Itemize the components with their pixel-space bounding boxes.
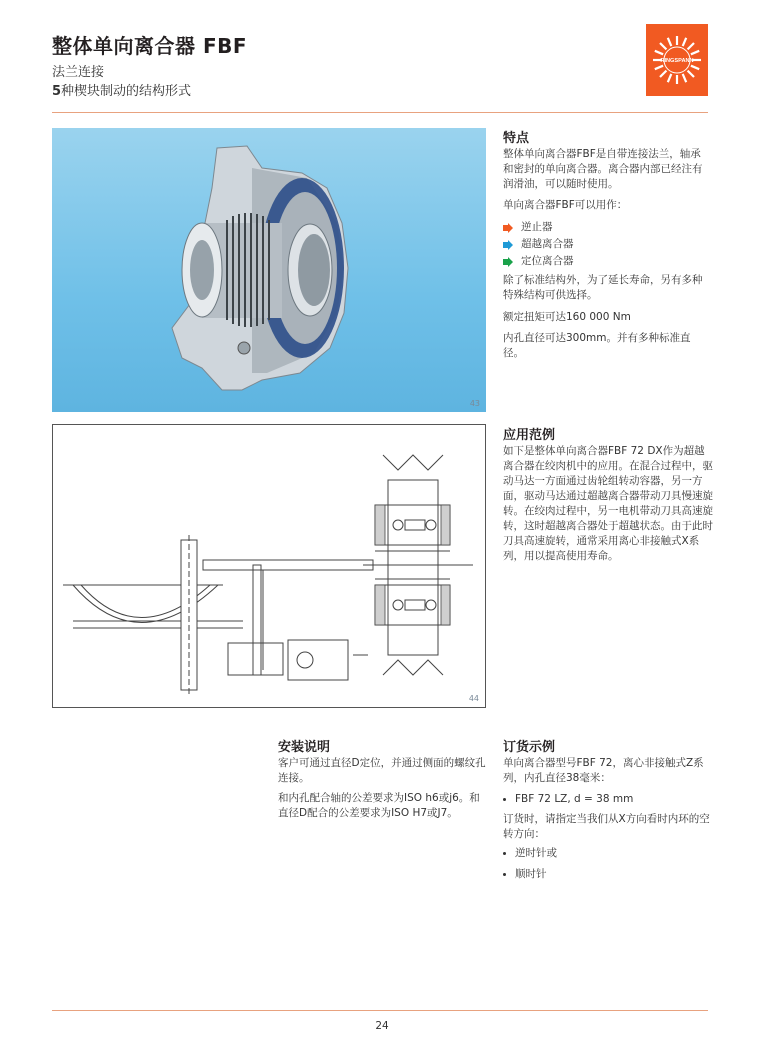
subtitle-connection: 法兰连接 bbox=[52, 65, 105, 80]
use-item-overrunning bbox=[503, 236, 709, 253]
ordering-heading: 订货示例 bbox=[503, 740, 556, 755]
application-text: 如下是整体单向离合器FBF 72 DX作为超越离合器在绞肉机中的应用。在混合过程中，驱动马达一方面通过齿轮组转动容器，另一方面，驱动马达通过超越离合器带动刀具慢速旋转。在绞肉过程中，另一电机带动刀具高速旋转，这时超越离合器处于超越状态。由于此时刀具高速旋转，通常采用离心非接触式X系列，用以提高使用寿命。 bbox=[503, 445, 713, 562]
use-label: 超越离合器 bbox=[521, 238, 574, 250]
features-bore: 内孔直径可达300mm。并有多种标准直径。 bbox=[503, 332, 691, 359]
ordering-option-2 bbox=[503, 867, 713, 882]
arrow-right-icon bbox=[503, 240, 513, 250]
subtitle-text: 种楔块制动的结构形式 bbox=[61, 84, 192, 99]
product-photo bbox=[52, 128, 486, 412]
page-title: 整体单向离合器 FBF bbox=[52, 34, 248, 58]
footer-divider bbox=[52, 1010, 708, 1011]
bullet-icon bbox=[503, 798, 506, 801]
ringspann-logo bbox=[646, 24, 708, 96]
logo-wordmark: RINGSPANN bbox=[660, 58, 694, 64]
installation-para2: 和内孔配合轴的公差要求为ISO h6或j6。和直径D配合的公差要求为ISO H7或J7。 bbox=[278, 792, 480, 819]
use-label: 定位离合器 bbox=[521, 255, 574, 267]
features-special-designs: 除了标准结构外，为了延长寿命，另有多种特殊结构可供选择。 bbox=[503, 274, 703, 301]
features-torque: 额定扭矩可达160 000 Nm bbox=[503, 311, 631, 323]
application-drawing bbox=[52, 424, 486, 708]
installation-para1: 客户可通过直径D定位，并通过侧面的螺纹孔连接。 bbox=[278, 757, 486, 784]
application-heading: 应用范例 bbox=[503, 428, 556, 443]
ringspann-logo-icon bbox=[646, 24, 708, 96]
arrow-right-icon bbox=[503, 257, 513, 267]
ordering-para1: 单向离合器型号FBF 72，离心非接触式Z系列，内孔直径38毫米： bbox=[503, 757, 704, 784]
figure-number: 43 bbox=[469, 399, 480, 408]
ordering-option-1 bbox=[503, 846, 713, 861]
freewheel-cutaway-illustration bbox=[52, 128, 486, 412]
use-item-backstop bbox=[503, 219, 709, 236]
use-label: 逆止器 bbox=[521, 221, 553, 233]
ordering-option-label: 逆时针或 bbox=[515, 847, 557, 859]
use-item-indexing bbox=[503, 253, 709, 270]
installation-heading: 安装说明 bbox=[278, 740, 331, 755]
ordering-example: FBF 72 LZ, d = 38 mm bbox=[515, 793, 634, 805]
features-heading: 特点 bbox=[503, 131, 530, 146]
meat-mincer-schematic bbox=[53, 425, 485, 707]
header-divider bbox=[52, 112, 708, 113]
figure-number: 44 bbox=[468, 694, 479, 703]
subtitle-count: 5 bbox=[52, 84, 62, 99]
ordering-option-label: 顺时针 bbox=[515, 868, 547, 880]
page-number: 24 bbox=[375, 1020, 389, 1032]
subtitle-sprag-types bbox=[52, 80, 191, 99]
features-uses-intro: 单向离合器FBF可以用作： bbox=[503, 199, 628, 211]
uses-list bbox=[503, 219, 709, 270]
features-intro: 整体单向离合器FBF是自带连接法兰，轴承和密封的单向离合器。离合器内部已经注有润滑油，可以随时使用。 bbox=[503, 148, 703, 190]
ordering-para2: 订货时，请指定当我们从X方向看时内环的空转方向： bbox=[503, 813, 710, 840]
arrow-right-icon bbox=[503, 223, 513, 233]
bullet-icon bbox=[503, 873, 506, 876]
bullet-icon bbox=[503, 852, 506, 855]
ordering-example-item bbox=[503, 792, 713, 807]
